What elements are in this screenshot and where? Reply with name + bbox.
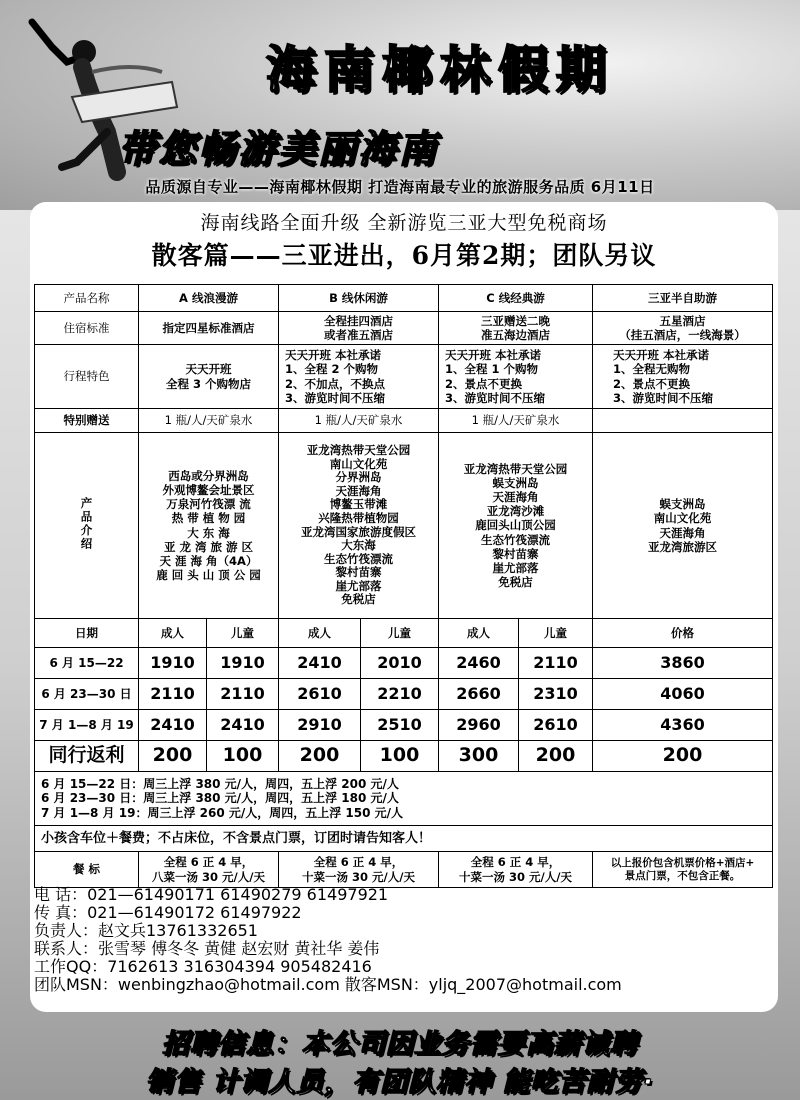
hotel-d: 五星酒店 （挂五酒店，一线海景） (593, 312, 773, 345)
subtitle-upgrade: 海南线路全面升级 全新游览三亚大型免税商场 (200, 212, 608, 234)
surcharge-note: 6 月 23—30 日：周三上浮 380 元/人，周四，五上浮 180 元/人 (41, 791, 399, 806)
price-date: 7 月 1—8 月 19 (35, 710, 139, 741)
price-cell: 2110 (207, 679, 279, 710)
rebate-row (35, 741, 773, 772)
intro-a: 西岛或分界洲岛 外观博鳌会址景区 万泉河竹筏漂 流 热 带 植 物 园 大 东 海 亚 龙 湾 旅 游 区 天 涯 海 角（4A） 鹿 回 头 山 顶 公 园 (139, 433, 279, 619)
rebate-label: 同行返利 (35, 741, 139, 772)
hotel-a: 指定四星标准酒店 (139, 312, 279, 345)
recruitment-title: 招聘信息：本公司因业务需要高薪诚聘 (162, 1029, 638, 1060)
price-cell: 2010 (361, 648, 439, 679)
price-header-row (35, 619, 773, 648)
msn-line: 团队MSN：wenbingzhao@hotmail.com 散客MSN：yljq_2007@hotmail.com (34, 975, 622, 994)
child-note-row (35, 826, 773, 852)
content-panel (30, 202, 778, 1012)
row-label: 特别赠送 (35, 409, 139, 433)
table-row (35, 433, 773, 619)
liaison-line: 联系人：张雪琴 傅冬冬 黄健 赵宏财 黄社华 姜伟 (34, 939, 380, 958)
price-cell: 2410 (207, 710, 279, 741)
meal-b: 全程 6 正 4 早， 十菜一汤 30 元/人/天 (279, 852, 439, 888)
meal-label: 餐 标 (35, 852, 139, 888)
header-line-a: A 线浪漫游 (139, 285, 279, 312)
price-header-child-a: 儿童 (207, 619, 279, 648)
gift-a: 1 瓶/人/天矿泉水 (139, 409, 279, 433)
rebate-cell: 100 (361, 741, 439, 772)
page-title: 海南椰林假期 (266, 40, 614, 99)
table-row (35, 345, 773, 409)
price-header-adult-a: 成人 (139, 619, 207, 648)
intro-label: 产品介绍 (79, 496, 94, 551)
meal-d: 以上报价包含机票价格+酒店+ 景点门票，不包含正餐。 (593, 852, 773, 888)
price-cell: 2610 (519, 710, 593, 741)
row-label-intro (35, 433, 139, 619)
price-cell: 2610 (279, 679, 361, 710)
gift-c: 1 瓶/人/天矿泉水 (439, 409, 593, 433)
table-row (35, 710, 773, 741)
surcharge-note: 6 月 15—22 日：周三上浮 380 元/人，周四，五上浮 200 元/人 (41, 776, 399, 791)
row-label: 住宿标准 (35, 312, 139, 345)
meal-a: 全程 6 正 4 早， 八菜一汤 30 元/人/天 (139, 852, 279, 888)
price-header-adult-c: 成人 (439, 619, 519, 648)
meal-c: 全程 6 正 4 早， 十菜一汤 30 元/人/天 (439, 852, 593, 888)
subtitle-edition: 散客篇——三亚进出，6月第2期；团队另议 (151, 241, 657, 270)
price-cell: 2410 (279, 648, 361, 679)
price-header-child-b: 儿童 (361, 619, 439, 648)
header-line-c: C 线经典游 (439, 285, 593, 312)
price-cell: 2960 (439, 710, 519, 741)
gift-d (593, 409, 773, 433)
price-header-adult-b: 成人 (279, 619, 361, 648)
recruitment-detail: 销售 计调人员，有团队精神 能吃苦耐劳· (145, 1067, 655, 1098)
price-cell: 2310 (519, 679, 593, 710)
feature-a: 天天开班 全程 3 个购物店 (139, 345, 279, 409)
intro-c: 亚龙湾热带天堂公园 蜈支洲岛 天涯海角 亚龙湾沙滩 鹿回头山顶公园 生态竹筏漂流 黎村苗寨 崖尤部落 免税店 (439, 433, 593, 619)
price-cell: 4360 (593, 710, 773, 741)
tagline: 品质源自专业——海南椰林假期 打造海南最专业的旅游服务品质 6月11日 (145, 178, 655, 196)
price-cell: 3860 (593, 648, 773, 679)
surcharge-notes-row (35, 772, 773, 826)
rebate-cell: 200 (139, 741, 207, 772)
intro-d: 蜈支洲岛 南山文化苑 天涯海角 亚龙湾旅游区 (593, 433, 773, 619)
gift-b: 1 瓶/人/天矿泉水 (279, 409, 439, 433)
tour-table (34, 284, 773, 888)
table-row (35, 312, 773, 345)
price-cell: 2410 (139, 710, 207, 741)
price-date: 6 月 15—22 (35, 648, 139, 679)
rebate-cell: 200 (519, 741, 593, 772)
surcharge-notes (35, 772, 773, 826)
slogan: 带您畅游美丽海南 (118, 126, 439, 171)
price-cell: 2660 (439, 679, 519, 710)
qq-line: 工作QQ：7162613 316304394 905482416 (34, 957, 372, 976)
rebate-cell: 300 (439, 741, 519, 772)
feature-b: 天天开班 本社承诺 1、全程 2 个购物 2、不加点，不换点 3、游览时间不压缩 (279, 345, 439, 409)
header-product: 产品名称 (35, 285, 139, 312)
contact-info (30, 886, 778, 994)
hotel-b: 全程挂四酒店 或者准五酒店 (279, 312, 439, 345)
price-cell: 2510 (361, 710, 439, 741)
price-header-date: 日期 (35, 619, 139, 648)
surcharge-note: 7 月 1—8 月 19：周三上浮 260 元/人，周四，五上浮 150 元/人 (41, 805, 404, 820)
rebate-cell: 100 (207, 741, 279, 772)
manager-line: 负责人：赵文兵13761332651 (34, 921, 258, 940)
hotel-c: 三亚赠送二晚 准五海边酒店 (439, 312, 593, 345)
header-self-guided: 三亚半自助游 (593, 285, 773, 312)
price-cell: 2110 (139, 679, 207, 710)
price-cell: 1910 (207, 648, 279, 679)
price-header-price: 价格 (593, 619, 773, 648)
meal-row (35, 852, 773, 888)
table-row (35, 679, 773, 710)
table-row (35, 648, 773, 679)
price-cell: 2110 (519, 648, 593, 679)
phone-line: 电 话：021—61490171 61490279 61497921 (34, 885, 389, 904)
feature-d: 天天开班 本社承诺 1、全程无购物 2、景点不更换 3、游览时间不压缩 (593, 345, 773, 409)
price-cell: 4060 (593, 679, 773, 710)
price-header-child-c: 儿童 (519, 619, 593, 648)
child-note: 小孩含车位＋餐费；不占床位，不含景点门票，订团时请告知客人！ (35, 826, 773, 852)
price-cell: 2910 (279, 710, 361, 741)
table-header-row (35, 285, 773, 312)
table-row (35, 409, 773, 433)
intro-b: 亚龙湾热带天堂公园 南山文化苑 分界洲岛 天涯海角 博鳌玉带滩 兴隆热带植物园 亚龙湾国家旅游度假区 大东海 生态竹筏漂流 黎村苗寨 崖尤部落 免税店 (279, 433, 439, 619)
rebate-cell: 200 (593, 741, 773, 772)
price-cell: 2460 (439, 648, 519, 679)
price-cell: 2210 (361, 679, 439, 710)
header-line-b: B 线休闲游 (279, 285, 439, 312)
feature-c: 天天开班 本社承诺 1、全程 1 个购物 2、景点不更换 3、游览时间不压缩 (439, 345, 593, 409)
rebate-cell: 200 (279, 741, 361, 772)
price-cell: 1910 (139, 648, 207, 679)
fax-line: 传 真：021—61490172 61497922 (34, 903, 302, 922)
row-label: 行程特色 (35, 345, 139, 409)
price-date: 6 月 23—30 日 (35, 679, 139, 710)
